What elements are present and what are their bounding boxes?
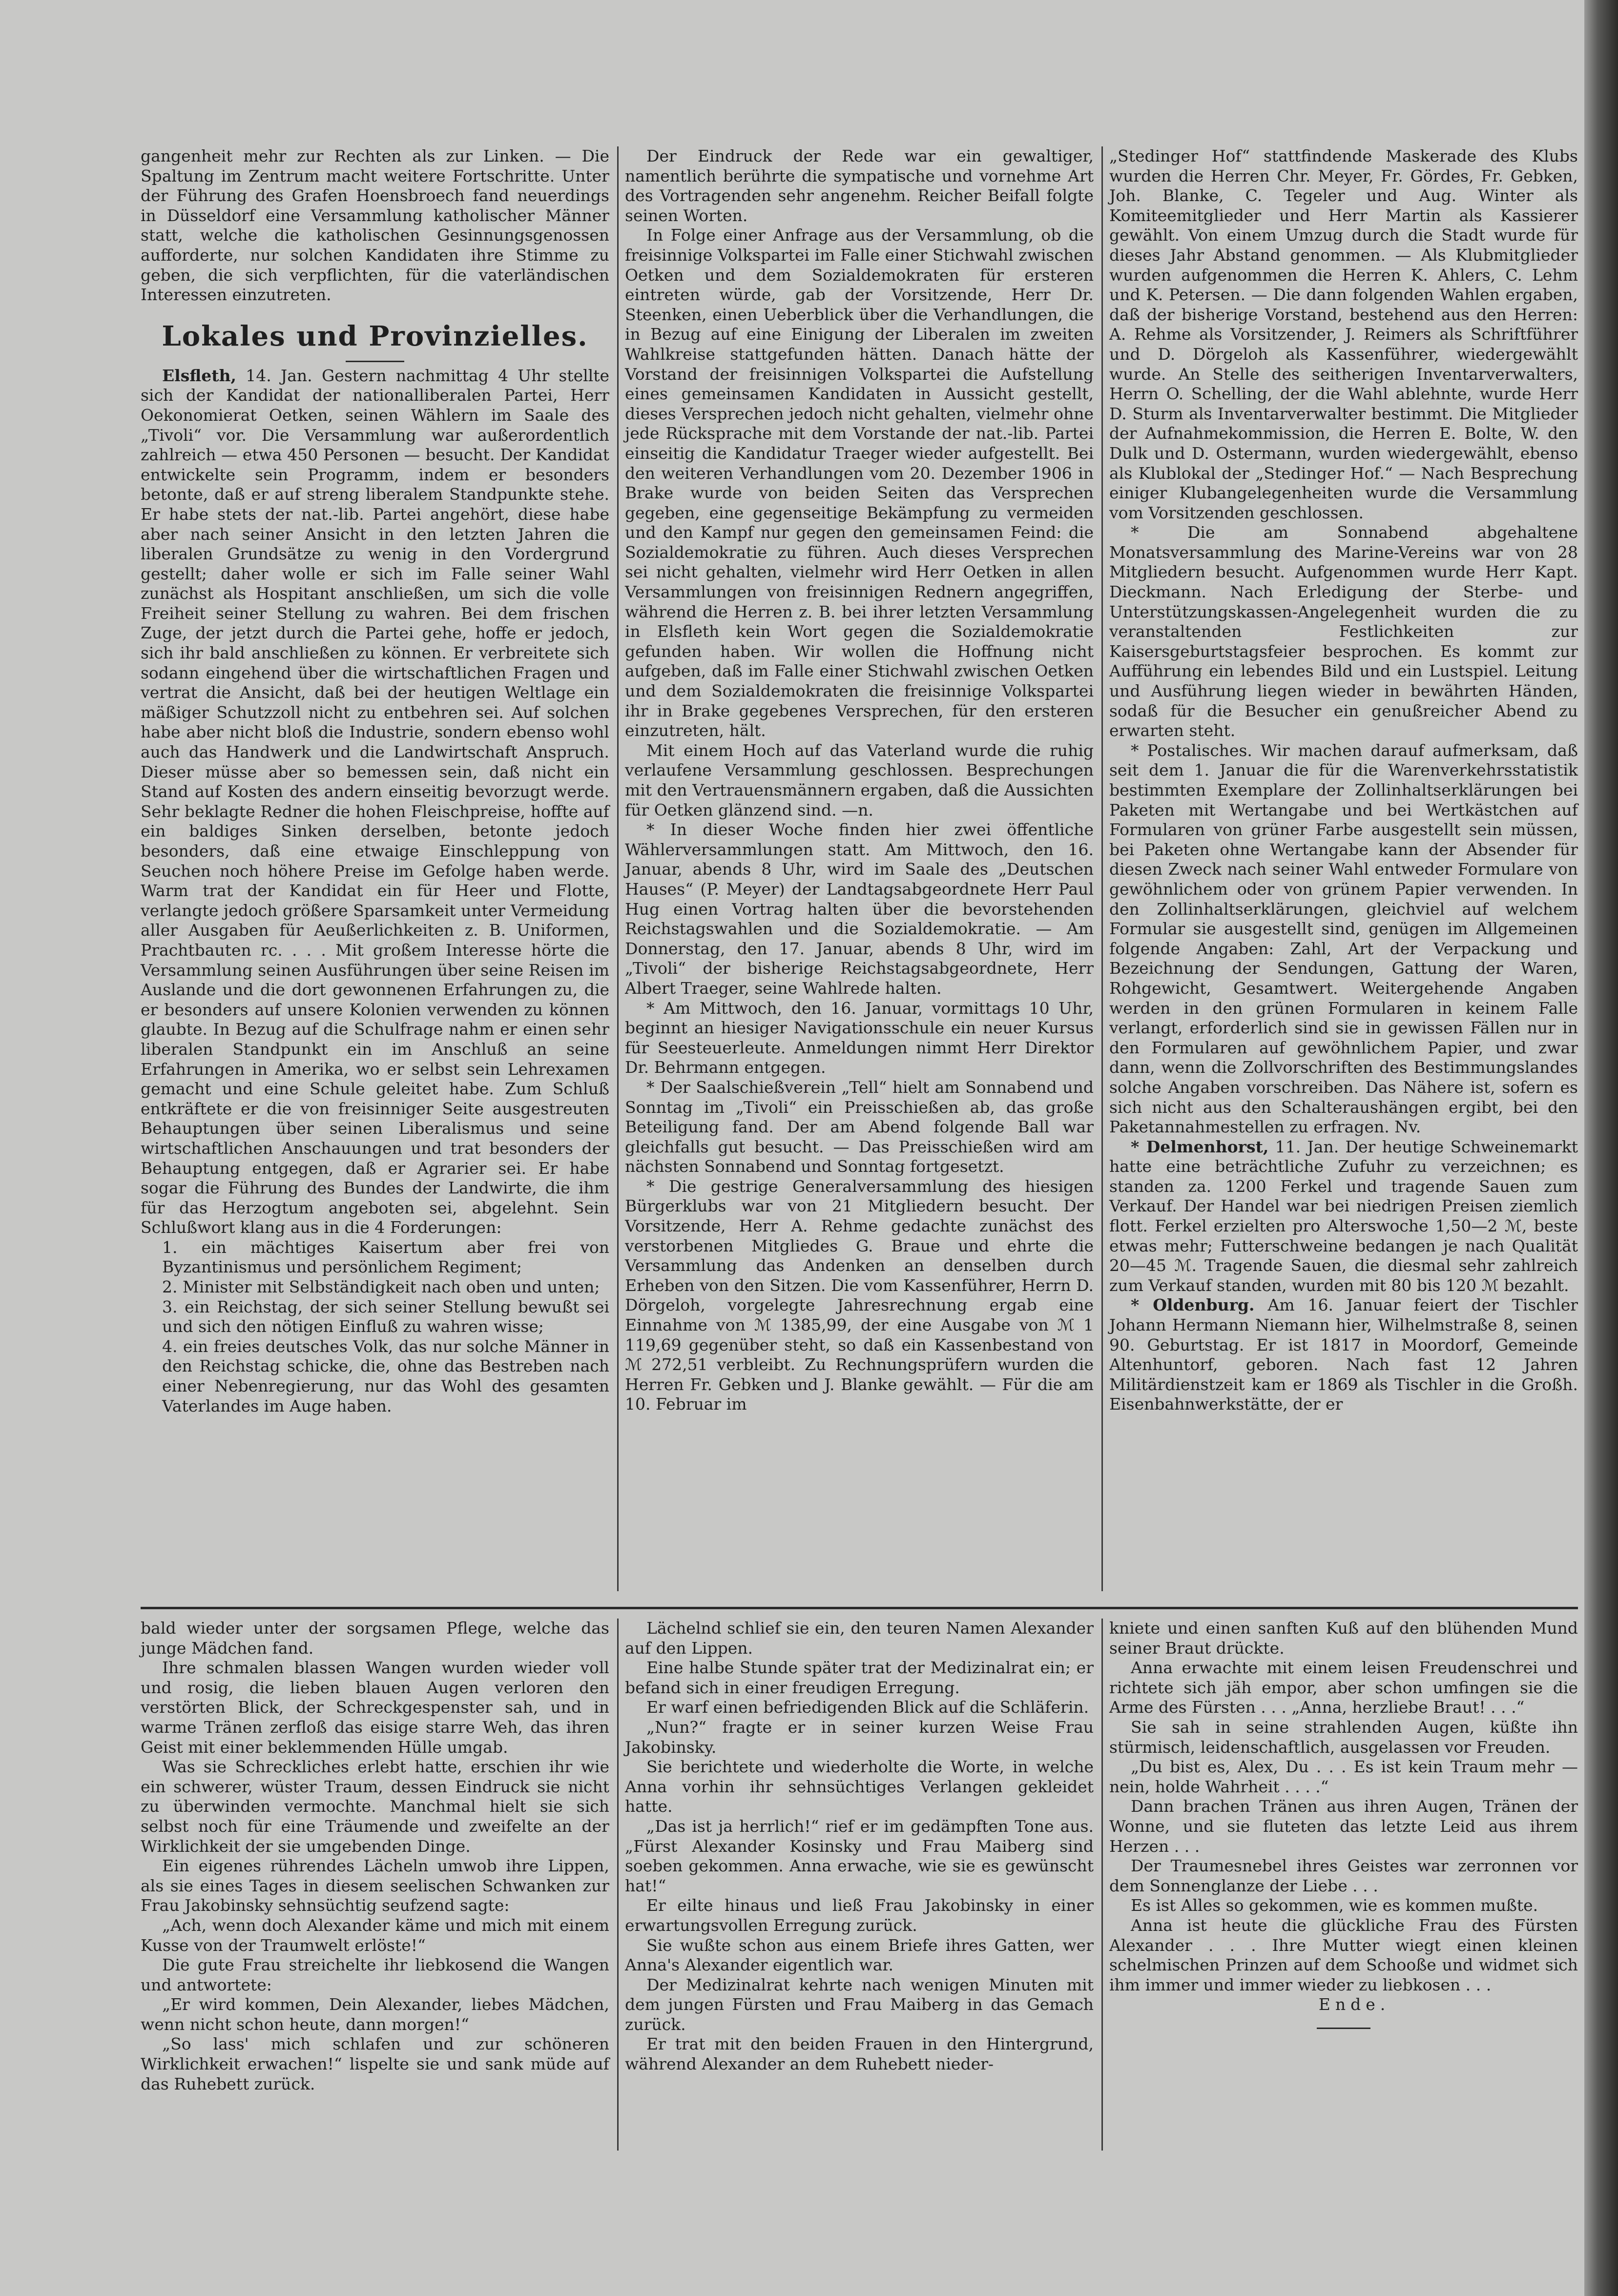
paragraph: Er warf einen befriedigenden Blick auf die Schläferin. [646, 1698, 1089, 1717]
paragraph: Sie berichtete und wiederholte die Worte, in welche Anna vorhin ihr sehnsüchtiges Verlangen gekleidet hatte. [625, 1757, 1094, 1816]
column-3 [1109, 146, 1578, 1591]
column-divider [617, 146, 619, 1591]
paragraph: „Das ist ja herrlich!“ rief er im gedämpften Tone aus. „Fürst Alexander Kosinsky und Frau Maiberg sind soeben gekommen. Anna erwache, wie sie es gewünscht hat!“ [625, 1816, 1094, 1895]
paragraph: * In dieser Woche finden hier zwei öffentliche Wählerversammlungen statt. Am Mittwoch, den 16. Januar, abends 8 Uhr, wird im Saale des „Deutschen Hauses“ (P. Meyer) der Landtagsabgeordnete Herr Paul Hug einen Vortrag halten über die bevorstehenden Reichstagswahlen und die Sozialdemokratie. — Am Donnerstag, den 17. Januar, abends 8 Uhr, wird im „Tivoli“ der bisherige Reichstagsabgeordnete, Herr Albert Traeger, seine Wahlrede halten. [625, 820, 1094, 998]
page-binding-edge [1584, 0, 1618, 2296]
report-text: Am 16. Januar feiert der Tischler Johann Hermann Niemann hier, Wilhelmstraße 8, seinen 90. Geburtstag. Er ist 1817 in Moordorf, Gemeinde Altenhuntorf, geboren. Nach fast 12 Jahren Militärdienstzeit kam er 1869 als Tischler in die Großh. Eisenbahnwerkstätte, der er [1109, 1295, 1578, 1414]
column-2 [625, 146, 1094, 1591]
paragraph: Mit einem Hoch auf das Vaterland wurde die ruhig verlaufene Versammlung geschlossen. Besprechungen mit den Vertrauensmännern ergaben, daß die Aussichten für Oetken glänzend sind. —n. [625, 740, 1094, 820]
list-item: 3. ein Reichstag, der sich seiner Stellung bewußt sei und sich den nötigen Einfluß zu wahren wisse; [162, 1297, 609, 1336]
paragraph: Der Eindruck der Rede war ein gewaltiger, namentlich berührte die sympatische und vornehme Art des Vortragenden sehr angenehm. Reicher Beifall folgte seinen Worten. [625, 146, 1094, 225]
end-rule [1317, 2028, 1370, 2029]
paragraph: Lächelnd schlief sie ein, den teuren Namen Alexander auf den Lippen. [625, 1619, 1094, 1658]
article-continuation: gangenheit mehr zur Rechten als zur Linken. — Die Spaltung im Zentrum macht weitere Fortschritte. Unter der Führung des Grafen Hoensbroech fand neuerdings in Düsseldorf eine Versammlung katholischer Männer statt, welche die katholischen Gesinnungsgenossen aufforderte, nur solchen Kandidaten ihre Stimme zu geben, die sich verpflichten, für die vaterländischen Interessen einzutreten. [141, 146, 609, 305]
paragraph: Der Traumesnebel ihres Geistes war zerronnen vor dem Sonnenglanze der Liebe . . . [1109, 1856, 1578, 1895]
paragraph: „Du bist es, Alex, Du . . . Es ist kein Traum mehr — nein, holde Wahrheit . . . .“ [1109, 1757, 1578, 1796]
paragraph: * Postalisches. Wir machen darauf aufmerksam, daß seit dem 1. Januar die für die Warenverkehrsstatistik bestimmten Exemplare der Zollinhaltserklärungen bei Paketen mit Wertangabe und bei Wertkästchen auf Formularen von grüner Farbe ausgestellt sein müssen, bei Paketen ohne Wertangabe kann der Absender für diesen Zweck nach seiner Wahl entweder Formulare von gewöhnlichem oder von grünem Papier verwenden. In den Zollinhaltserklärungen, gleichviel auf welchem Formular sie ausgestellt sind, genügen im Allgemeinen folgende Angaben: Zahl, Art der Verpackung und Bezeichnung der Sendungen, Gattung der Waren, Rohgewicht, Gesamtwert. Weitergehende Angaben werden in den grünen Formularen in keinem Falle verlangt, erforderlich sind sie in gewissen Fällen nur in den Formularen auf gewöhnlichem Papier, und zwar dann, wenn die Zollvorschriften des Bestimmungslandes solche Angaben vorschreiben. Das Nähere ist, sofern es sich nicht aus den Schalteraushängen ergibt, bei den Paketannahmestellen zu erfragen. Nv. [1109, 740, 1578, 1137]
paragraph: „Stedinger Hof“ stattfindende Maskerade des Klubs wurden die Herren Chr. Meyer, Fr. Gördes, Fr. Gebken, Joh. Blanke, C. Tegeler und Aug. Winter als Komiteemitglieder und Herr Martin als Kassierer gewählt. Von einem Umzug durch die Stadt wurde für dieses Jahr Abstand genommen. — Als Klubmitglieder wurden aufgenommen die Herren K. Ahlers, C. Lehm und K. Petersen. — Die dann folgenden Wahlen ergaben, daß der bisherige Vorstand, bestehend aus den Herren: A. Rehme als Vorsitzender, J. Reimers als Schriftführer und D. Dörgeloh als Kassenführer, wiedergewählt wurde. An Stelle des seitherigen Inventarverwalters, Herrn O. Schelling, der die Wahl ablehnte, wurde Herr D. Sturm als Inventarverwalter bestimmt. Die Mitglieder der Aufnahmekommission, die Herren E. Bolte, W. den Dulk und D. Ostermann, wurden wiedergewählt, ebenso als Klublokal der „Stedinger Hof.“ — Nach Besprechung einiger Klubangelegenheiten wurde die Versammlung vom Vorsitzenden geschlossen. [1109, 146, 1578, 522]
column-1 [141, 146, 609, 1591]
heading-rule [346, 361, 404, 362]
story-end-marker: Ende. [1318, 1995, 1390, 2014]
paragraph: Die gute Frau streichelte ihr liebkosend die Wangen und antwortete: [141, 1955, 609, 1994]
paragraph: Was sie Schreckliches erlebt hatte, erschien ihr wie ein schwerer, wüster Traum, dessen Eindruck sie nicht zu überwinden vermochte. Manchmal hielt sie sich selbst noch für eine Träumende und zweifelte an der Wirklichkeit der sie umgebenden Dinge. [141, 1757, 609, 1856]
paragraph: * Die am Sonnabend abgehaltene Monatsversammlung des Marine-Vereins war von 28 Mitgliedern besucht. Aufgenommen wurde Herr Kapt. Dieckmann. Nach Erledigung der Sterbe- und Unterstützungskassen-Angelegenheit wurden die zu veranstaltenden Festlichkeiten zur Kaisersgeburtstagsfeier besprochen. Es kommt zur Aufführung ein lebendes Bild und ein Lustspiel. Leitung und Ausführung liegen wieder in bewährten Händen, sodaß für die Besucher ein genußreicher Abend zu erwarten steht. [1109, 523, 1578, 740]
paragraph: In Folge einer Anfrage aus der Versammlung, ob die freisinnige Volkspartei im Falle einer Stichwahl zwischen Oetken und dem Sozialdemokraten für ersteren eintreten würde, gab der Vorsitzende, Herr Dr. Steenken, einen Ueberblick über die Verhandlungen, die in Bezug auf eine Einigung der Liberalen im zweiten Wahlkreise stattgefunden hätten. Danach hätte der Vorstand der freisinnigen Volkspartei die Aufstellung eines gemeinsamen Kandidaten in Aussicht gestellt, dieses Versprechen jedoch nicht gehalten, vielmehr ohne jede Rücksprache mit dem Vorstande der nat.-lib. Partei einseitig die Kandidatur Traeger wieder aufgestellt. Bei den weiteren Verhandlungen vom 20. Dezember 1906 in Brake wurde von beiden Seiten das Versprechen gegeben, eine gegenseitige Bekämpfung zu vermeiden und den Kampf nur gegen den gemeinsamen Feind: die Sozialdemokratie zu führen. Auch dieses Versprechen sei nicht gehalten, vielmehr wird Herr Oetken in allen Versammlungen von freisinnigen Rednern angegriffen, während die Herren z. B. bei ihrer letzten Versammlung in Elsfleth kein Wort gegen die Sozialdemokratie gefunden haben. Wir wollen die Hoffnung nicht aufgeben, daß im Falle einer Stichwahl zwischen Oetken und dem Sozialdemokraten die freisinnige Volkspartei ihr in Brake gegebenes Versprechen, für den ersteren einzutreten, hält. [625, 226, 1094, 740]
column-divider [1101, 146, 1103, 1591]
paragraph: „Ach, wenn doch Alexander käme und mich mit einem Kusse von der Traumwelt erlöste!“ [141, 1915, 609, 1955]
paragraph: Ihre schmalen blassen Wangen wurden wieder voll und rosig, die lieben blauen Augen verloren den verstörten Blick, der Schreckgespenster sah, und in warme Tränen zerfloß das eisige starre Weh, das ihren Geist mit einer beklemmenden Hülle umgab. [141, 1658, 609, 1757]
section-heading: Lokales und Provinzielles. [162, 320, 588, 352]
paragraph: * Die gestrige Generalversammlung des hiesigen Bürgerklubs war von 21 Mitgliedern besucht. Der Vorsitzende, Herr A. Rehme gedachte zunächst des verstorbenen Mitgliedes G. Braue und ehrte die Versammlung das Andenken an denselben durch Erheben von den Sitzen. Die vom Kassenführer, Herrn D. Dörgeloh, vorgelegte Jahresrechnung ergab eine Einnahme von ℳ 1385,99, der eine Ausgabe von ℳ 1 119,69 gegenüber steht, so daß ein Kassenbestand von ℳ 272,51 verbleibt. Zu Rechnungsprüfern wurden die Herren Fr. Gebken und J. Blanke gewählt. — Für die am 10. Februar im [625, 1176, 1094, 1414]
place-name: * Delmenhorst, [1131, 1137, 1269, 1156]
place-name: * Oldenburg. [1131, 1295, 1255, 1315]
delmenhorst-report [1109, 1137, 1578, 1296]
column-divider [617, 1619, 619, 2151]
story-column-2 [625, 1619, 1094, 2151]
paragraph: Sie wußte schon aus einem Briefe ihres Gatten, wer Anna's Alexander eigentlich war. [625, 1935, 1094, 1975]
report-text: 11. Jan. Der heutige Schweinemarkt hatte eine beträchtliche Zufuhr zu verzeichnen; es standen za. 1200 Ferkel und tragende Sauen zum Verkauf. Der Handel war bei niedrigen Preisen ziemlich flott. Ferkel erzielten pro Alterswoche 1,50—2 ℳ, beste etwas mehr; Futterschweine bedangen je nach Qualität 20—45 ℳ. Tragende Sauen, die diesmal sehr zahlreich zum Verkauf standen, wurden mit 80 bis 120 ℳ bezahlt. [1109, 1137, 1578, 1295]
paragraph: „Nun?“ fragte er in seiner kurzen Weise Frau Jakobinsky. [625, 1717, 1094, 1757]
paragraph: Der Medizinalrat kehrte nach wenigen Minuten mit dem jungen Fürsten und Frau Maiberg in das Gemach zurück. [625, 1975, 1094, 2034]
paragraph: Er eilte hinaus und ließ Frau Jakobinsky in einer erwartungsvollen Erregung zurück. [625, 1896, 1094, 1935]
report-text: 14. Jan. Gestern nachmittag 4 Uhr stellte sich der Kandidat der nationalliberalen Partei, Herr Oekonomierat Oetken, seinen Wählern im Saale des „Tivoli“ vor. Die Versammlung war außerordentlich zahlreich — etwa 450 Personen — besucht. Der Kandidat entwickelte sein Programm, indem er besonders betonte, daß er auf streng liberalem Standpunkte stehe. Er habe stets der nat.-lib. Partei angehört, diese habe aber nach seiner Ansicht in den letzten Jahren die liberalen Grundsätze zu wenig in den Vordergrund gestellt; daher wolle er sich im Falle seiner Wahl zunächst als Hospitant anschließen, um sich die volle Freiheit seiner Stellung zu wahren. Bei dem frischen Zuge, der jetzt durch die Partei gehe, hoffe er jedoch, sich ihr bald anschließen zu können. Er verbreitete sich sodann eingehend über die wirtschaftlichen Fragen und vertrat die Ansicht, daß bei der heutigen Weltlage ein mäßiger Schutzzoll nicht zu entbehren sei. Auf solchen habe aber nicht bloß die Industrie, sondern ebenso wohl auch das Handwerk und die Landwirtschaft Anspruch. Dieser müsse aber so bemessen sein, daß nicht ein Stand auf Kosten des andern einseitig bevorzugt werde. Sehr beklagte Redner die hohen Fleischpreise, hoffte auf ein baldiges Sinken derselben, betonte jedoch besonders, daß eine etwaige Einschleppung von Seuchen noch höhere Preise im Gefolge haben werde. Warm trat der Kandidat ein für Heer und Flotte, verlangte jedoch größere Sparsamkeit unter Vermeidung aller Ausgaben für Aeußerlichkeiten z. B. Uniformen, Prachtbauten rc. . . . Mit großem Interesse hörte die Versammlung seinen Ausführungen über seine Reisen im Auslande und die dort gewonnenen Erfahrungen zu, die er besonders auf unsere Kolonien verwenden zu können glaubte. In Bezug auf die Schulfrage nahm er einen sehr liberalen Standpunkt ein im Anschluß an seine Erfahrungen in Amerika, wo er selbst sein Lehrexamen gemacht und eine Schule geleitet habe. Zum Schluß entkräftete er die von freisinniger Seite ausgestreuten Behauptungen über seinen Liberalismus und seine wirtschaftlichen Anschauungen und trat besonders der Behauptung entgegen, daß er Agrarier sei. Er habe sogar die Führung des Bundes der Landwirte, die ihm für das Herzogtum angeboten sei, abgelehnt. Sein Schlußwort klang aus in die 4 Forderungen: [141, 366, 609, 1237]
paragraph: * Am Mittwoch, den 16. Januar, vormittags 10 Uhr, beginnt an hiesiger Navigationsschule ein neuer Kursus für Seesteuerleute. Anmeldungen nimmt Herr Direktor Dr. Behrmann entgegen. [625, 998, 1094, 1077]
elsfleth-report [141, 366, 609, 1238]
paragraph: Ein eigenes rührendes Lächeln umwob ihre Lippen, als sie eines Tages in diesem seelischen Schwanken zur Frau Jakobinsky sehnsüchtig seufzend sagte: [141, 1856, 609, 1915]
oldenburg-report [1109, 1295, 1578, 1414]
list-item: 1. ein mächtiges Kaisertum aber frei von Byzantinismus und persönlichem Regiment; [162, 1237, 609, 1277]
paragraph: Dann brachen Tränen aus ihren Augen, Tränen der Wonne, und sie fluteten das letzte Leid aus ihrem Herzen . . . [1109, 1797, 1578, 1856]
feuilleton-divider [141, 1607, 1578, 1609]
place-name: Elsfleth, [162, 366, 236, 385]
paragraph: Eine halbe Stunde später trat der Medizinalrat ein; er befand sich in einer freudigen Erregung. [625, 1658, 1094, 1697]
paragraph: Er trat mit den beiden Frauen in den Hintergrund, während Alexander an dem Ruhebett nieder- [625, 2034, 1094, 2074]
paragraph: Anna ist heute die glückliche Frau des Fürsten Alexander . . . Ihre Mutter wiegt einen kleinen schelmischen Prinzen auf dem Schooße und widmet sich ihm immer und immer wieder zu liebkosen . . . [1109, 1915, 1578, 1994]
paragraph: kniete und einen sanften Kuß auf den blühenden Mund seiner Braut drückte. [1109, 1619, 1578, 1658]
paragraph: „So lass' mich schlafen und zur schöneren Wirklichkeit erwachen!“ lispelte sie und sank müde auf das Ruhebett zurück. [141, 2034, 609, 2093]
list-item: 2. Minister mit Selbständigkeit nach oben und unten; [162, 1277, 600, 1297]
paragraph: * Der Saalschießverein „Tell“ hielt am Sonnabend und Sonntag im „Tivoli“ ein Preisschießen ab, das große Beteiligung fand. Der am Abend folgende Ball war gleichfalls gut besucht. — Das Preisschießen wird am nächsten Sonnabend und Sonntag fortgesetzt. [625, 1077, 1094, 1176]
paragraph: „Er wird kommen, Dein Alexander, liebes Mädchen, wenn nicht schon heute, dann morgen!“ [141, 1995, 609, 2034]
paragraph: Anna erwachte mit einem leisen Freudenschrei und richtete sich jäh empor, aber schon umfingen sie die Arme des Fürsten . . . „Anna, herzliebe Braut! . . .“ [1109, 1658, 1578, 1717]
paragraph: bald wieder unter der sorgsamen Pflege, welche das junge Mädchen fand. [141, 1619, 609, 1658]
list-item: 4. ein freies deutsches Volk, das nur solche Männer in den Reichstag schicke, die, ohne das Bestreben nach einer Nebenregierung, nur das Wohl des gesamten Vaterlandes im Auge haben. [162, 1336, 609, 1415]
paragraph: Es ist Alles so gekommen, wie es kommen mußte. [1131, 1896, 1538, 1915]
story-column-3 [1109, 1619, 1578, 2151]
story-column-1 [141, 1619, 609, 2151]
paragraph: Sie sah in seine strahlenden Augen, küßte ihn stürmisch, leidenschaftlich, ausgelassen vor Freuden. [1109, 1717, 1578, 1757]
column-divider [1101, 1619, 1103, 2151]
